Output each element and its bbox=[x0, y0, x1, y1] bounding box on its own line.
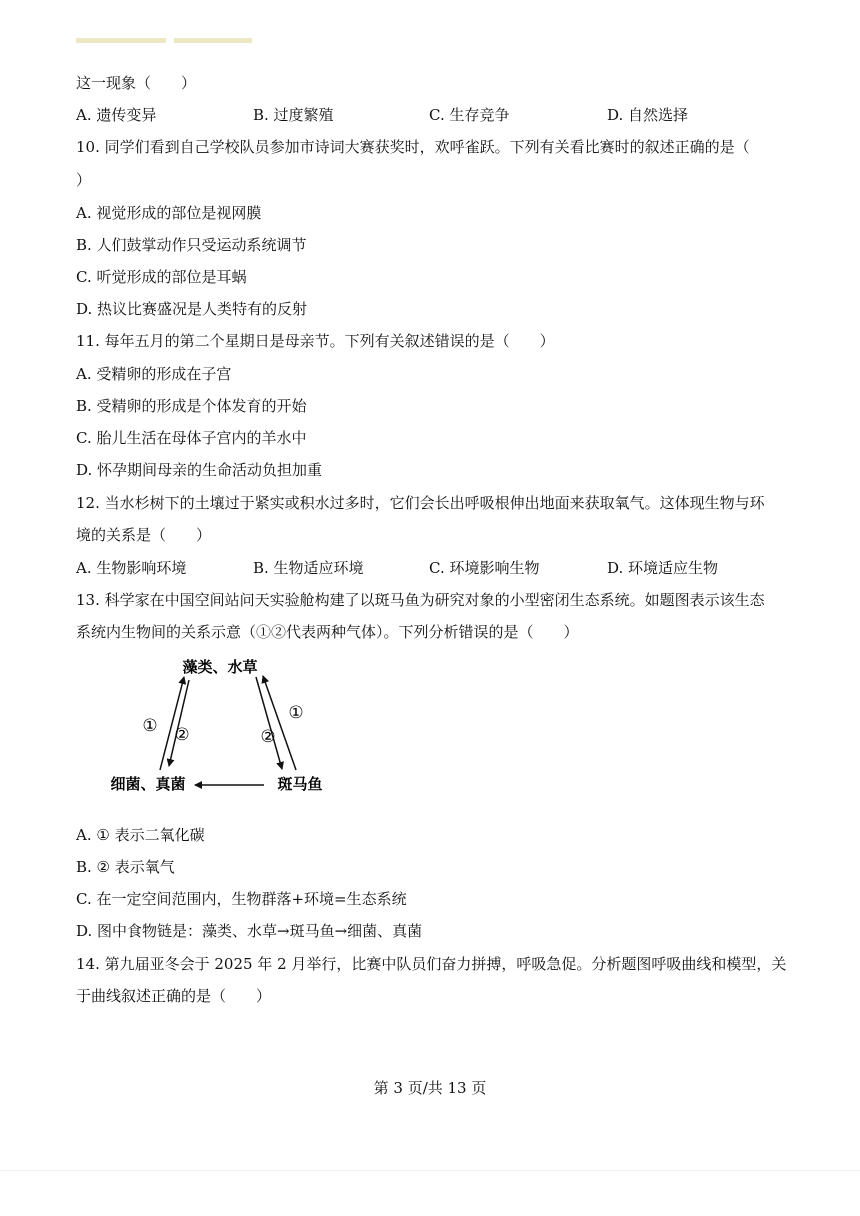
q13-option-b: B. ② 表示氧气 bbox=[76, 858, 175, 876]
header-highlight-2 bbox=[174, 38, 252, 43]
q9-option-c: C. 生存竞争 bbox=[429, 106, 510, 124]
q10-stem-line1: 10. 同学们看到自己学校队员参加市诗词大赛获奖时，欢呼雀跃。下列有关看比赛时的叙述正确的是（ bbox=[76, 138, 750, 156]
arrow-right-up bbox=[263, 676, 296, 770]
q13-stem-line2: 系统内生物间的关系示意（①②代表两种气体）。下列分析错误的是（ ） bbox=[76, 623, 579, 641]
q12-stem-line2: 境的关系是（ ） bbox=[76, 526, 212, 544]
label-circle-2-left: ② bbox=[174, 725, 190, 745]
node-bacteria-fungi: 细菌、真菌 bbox=[110, 775, 186, 793]
q9-option-d: D. 自然选择 bbox=[607, 106, 689, 124]
arrow-right-down bbox=[256, 677, 282, 769]
q9-options-row bbox=[76, 105, 776, 125]
q9-option-a: A. 遗传变异 bbox=[76, 106, 157, 124]
q11-option-d: D. 怀孕期间母亲的生命活动负担加重 bbox=[76, 461, 323, 479]
q12-stem-line1: 12. 当水杉树下的土壤过于紧实或积水过多时，它们会长出呼吸根伸出地面来获取氧气。这体现生物与环 bbox=[76, 494, 765, 512]
q9-option-b: B. 过度繁殖 bbox=[253, 106, 334, 124]
q9-stem-tail: 这一现象（ ） bbox=[76, 74, 197, 92]
page-number-footer: 第 3 页/共 13 页 bbox=[373, 1079, 487, 1097]
q14-stem-line1: 14. 第九届亚冬会于 2025 年 2 月举行，比赛中队员们奋力拼搏，呼吸急促。分析题图呼吸曲线和模型，关 bbox=[76, 955, 787, 973]
q10-option-d: D. 热议比赛盛况是人类特有的反射 bbox=[76, 300, 308, 318]
page-bottom-edge bbox=[0, 1170, 860, 1171]
q10-option-a: A. 视觉形成的部位是视网膜 bbox=[76, 204, 262, 222]
q12-option-b: B. 生物适应环境 bbox=[253, 559, 364, 577]
q13-stem-line1: 13. 科学家在中国空间站问天实验舱构建了以斑马鱼为研究对象的小型密闭生态系统。如题图表示该生态 bbox=[76, 591, 765, 609]
q11-stem: 11. 每年五月的第二个星期日是母亲节。下列有关叙述错误的是（ ） bbox=[76, 332, 555, 350]
label-circle-2-right: ② bbox=[260, 727, 276, 747]
label-circle-1-left: ① bbox=[142, 716, 158, 736]
q11-option-a: A. 受精卵的形成在子宫 bbox=[76, 365, 232, 383]
label-circle-1-right: ① bbox=[288, 703, 304, 723]
node-algae-waterweed: 藻类、水草 bbox=[182, 658, 258, 676]
q12-options-row bbox=[76, 558, 776, 578]
q13-option-d: D. 图中食物链是：藻类、水草→斑马鱼→细菌、真菌 bbox=[76, 922, 423, 940]
q14-stem-line2: 于曲线叙述正确的是（ ） bbox=[76, 987, 272, 1005]
q11-option-c: C. 胎儿生活在母体子宫内的羊水中 bbox=[76, 429, 307, 447]
ecosystem-relationship-diagram bbox=[100, 652, 340, 802]
q12-option-d: D. 环境适应生物 bbox=[607, 559, 719, 577]
q13-option-c: C. 在一定空间范围内，生物群落+环境=生态系统 bbox=[76, 890, 407, 908]
q12-option-a: A. 生物影响环境 bbox=[76, 559, 187, 577]
q10-option-b: B. 人们鼓掌动作只受运动系统调节 bbox=[76, 236, 307, 254]
node-zebrafish: 斑马鱼 bbox=[277, 775, 323, 793]
q10-stem-line2: ） bbox=[76, 171, 92, 189]
q12-option-c: C. 环境影响生物 bbox=[429, 559, 540, 577]
q11-option-b: B. 受精卵的形成是个体发育的开始 bbox=[76, 397, 307, 415]
q13-option-a: A. ① 表示二氧化碳 bbox=[76, 826, 205, 844]
q10-option-c: C. 听觉形成的部位是耳蜗 bbox=[76, 268, 247, 286]
header-highlight-1 bbox=[76, 38, 166, 43]
page-header-strip bbox=[76, 38, 276, 46]
